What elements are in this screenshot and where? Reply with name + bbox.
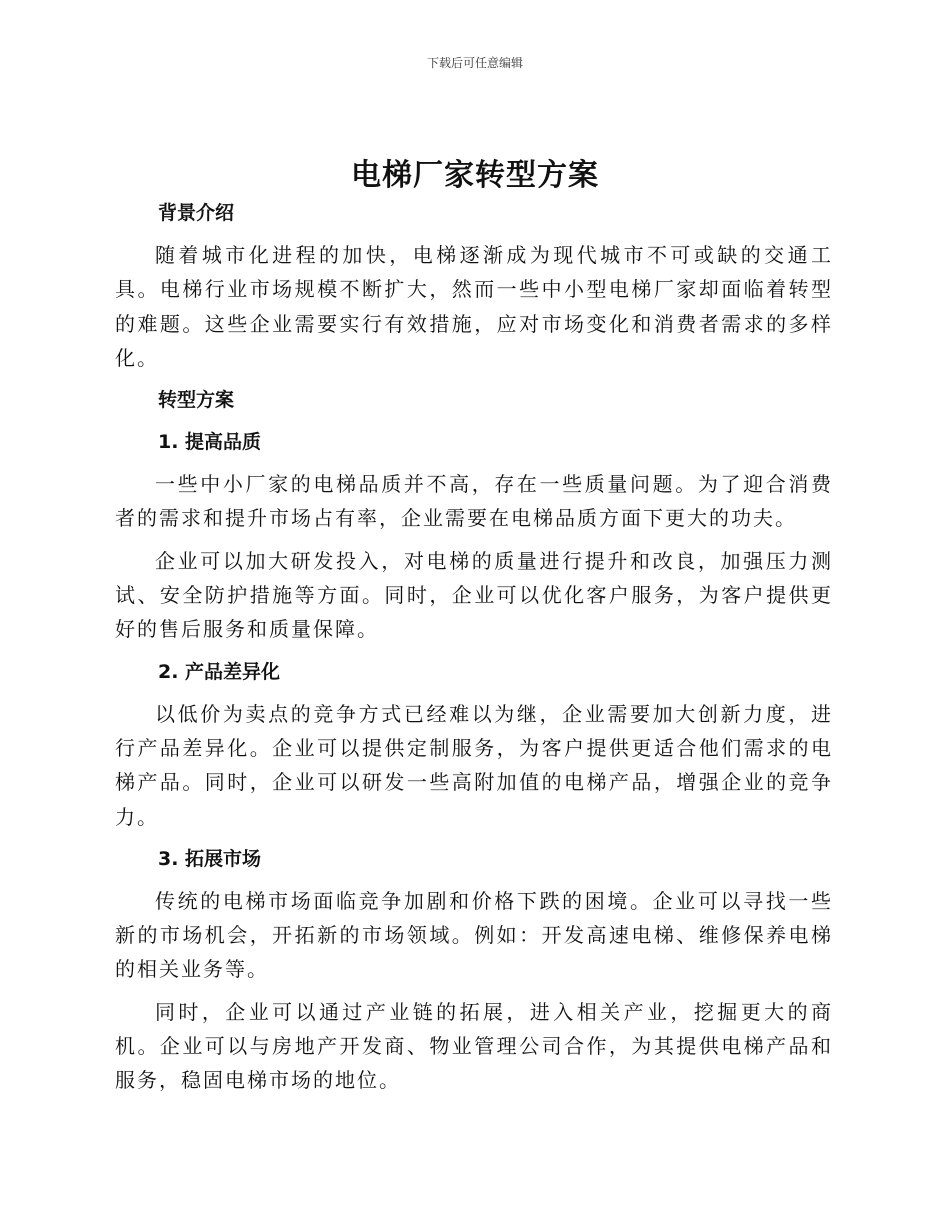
paragraph-market-1: 传统的电梯市场面临竞争加剧和价格下跌的困境。企业可以寻找一些新的市场机会，开拓新的市场领域。例如：开发高速电梯、维修保养电梯的相关业务等。 bbox=[115, 888, 833, 982]
subheading-market: 3. 拓展市场 bbox=[158, 847, 262, 870]
document-body bbox=[115, 196, 833, 1106]
section-heading-plan: 转型方案 bbox=[158, 389, 235, 412]
subheading-quality: 1. 提高品质 bbox=[158, 431, 262, 454]
paragraph-quality-1: 一些中小厂家的电梯品质并不高，存在一些质量问题。为了迎合消费者的需求和提升市场占有率，企业需要在电梯品质方面下更大的功夫。 bbox=[115, 472, 833, 531]
paragraph-background: 随着城市化进程的加快，电梯逐渐成为现代城市不可或缺的交通工具。电梯行业市场规模不断扩大，然而一些中小型电梯厂家却面临着转型的难题。这些企业需要实行有效措施，应对市场变化和消费者需求的多样化。 bbox=[115, 243, 833, 370]
document-title: 电梯厂家转型方案 bbox=[351, 158, 599, 193]
section-heading-background: 背景介绍 bbox=[158, 202, 235, 224]
paragraph-market-2: 同时，企业可以通过产业链的拓展，进入相关产业，挖掘更大的商机。企业可以与房地产开发商、物业管理公司合作，为其提供电梯产品和服务，稳固电梯市场的地位。 bbox=[115, 999, 833, 1093]
subheading-differentiation: 2. 产品差异化 bbox=[158, 660, 281, 683]
header-note: 下载后可任意编辑 bbox=[426, 56, 523, 70]
paragraph-differentiation: 以低价为卖点的竞争方式已经难以为继，企业需要加大创新力度，进行产品差异化。企业可以提供定制服务，为客户提供更适合他们需求的电梯产品。同时，企业可以研发一些高附加值的电梯产品，增强企业的竞争力。 bbox=[115, 701, 833, 829]
paragraph-quality-2: 企业可以加大研发投入，对电梯的质量进行提升和改良，加强压力测试、安全防护措施等方面。同时，企业可以优化客户服务，为客户提供更好的售后服务和质量保障。 bbox=[115, 548, 833, 642]
